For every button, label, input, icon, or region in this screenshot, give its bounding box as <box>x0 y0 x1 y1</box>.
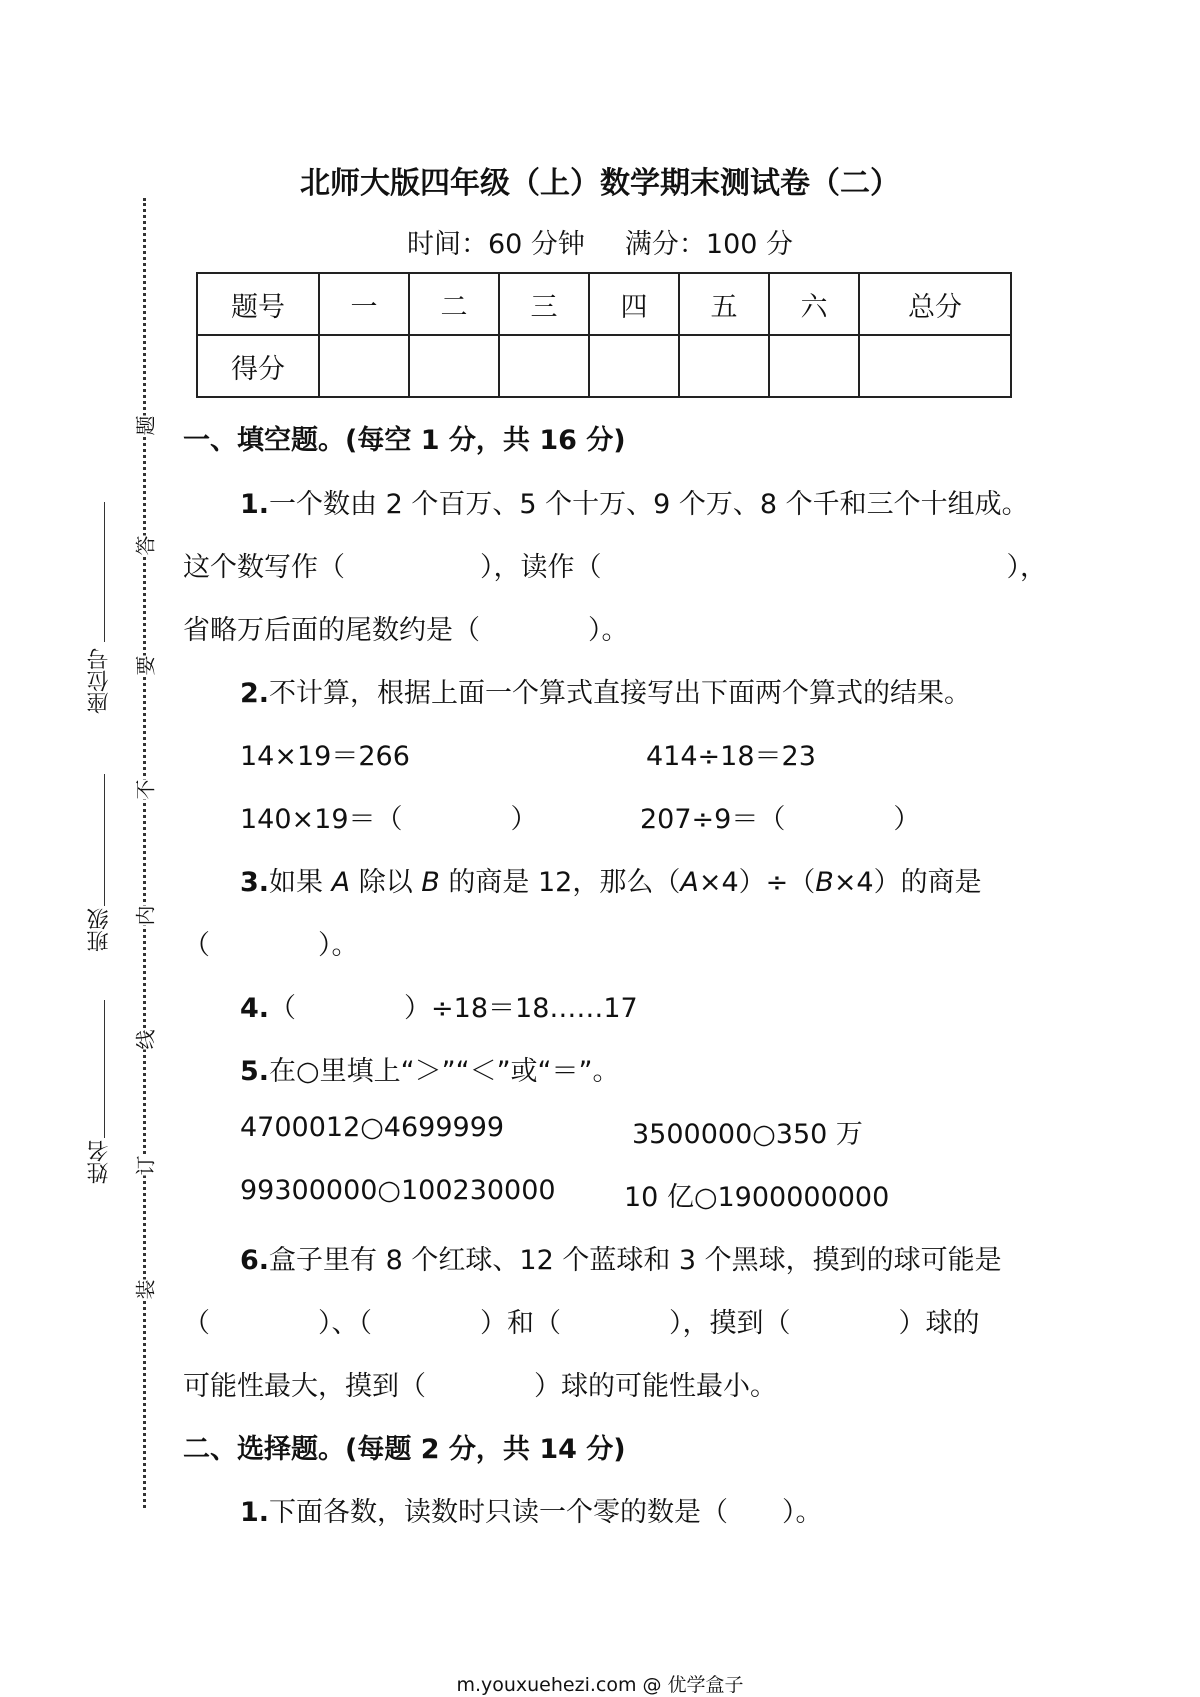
q-text: 如果 <box>269 867 332 898</box>
equation: 140×19＝（ ） <box>240 804 538 835</box>
compare-item: 99300000○100230000 <box>240 1175 556 1206</box>
q-number: 6. <box>240 1245 270 1276</box>
q-text: （ ）÷18＝18……17 <box>269 993 638 1024</box>
name-line <box>104 1000 105 1138</box>
score-cell[interactable] <box>859 335 1011 397</box>
q-text: 除以 <box>350 867 422 898</box>
header-cell: 二 <box>409 273 499 335</box>
q-text: 在○里填上“＞”“＜”或“＝”。 <box>269 1056 620 1087</box>
q-text: 盒子里有 8 个红球、12 个蓝球和 3 个黑球，摸到的球可能是 <box>269 1245 1002 1276</box>
compare-item: 3500000○350 万 <box>632 1119 863 1150</box>
q1-line3: 省略万后面的尾数约是（ ）。 <box>183 615 629 646</box>
exam-info <box>0 222 1200 261</box>
q2-line <box>240 671 971 710</box>
header-cell: 总分 <box>859 273 1011 335</box>
q-text: 一个数由 2 个百万、5 个十万、9 个万、8 个千和三个十组成。 <box>269 489 1029 520</box>
q-number: 2. <box>240 678 270 709</box>
score-table-header-row <box>197 273 1011 335</box>
var: B <box>421 867 440 898</box>
score-cell[interactable] <box>679 335 769 397</box>
seal-char: 订 <box>127 1156 162 1176</box>
seal-char: 不 <box>127 780 162 800</box>
q6-line3: 可能性最大，摸到（ ）球的可能性最小。 <box>183 1371 777 1402</box>
score-cell[interactable] <box>589 335 679 397</box>
row-label: 得分 <box>197 335 319 397</box>
seal-char: 线 <box>127 1030 162 1050</box>
var: A <box>331 867 351 898</box>
compare-item: 10 亿○1900000000 <box>624 1182 890 1213</box>
q4-line <box>240 986 638 1025</box>
q5-line <box>240 1049 620 1088</box>
name-label: 姓名 <box>87 1140 112 1184</box>
section1-heading: 一、填空题。(每空 1 分，共 16 分) <box>183 425 626 456</box>
page-title: 北师大版四年级（上）数学期末测试卷（二） <box>300 166 900 201</box>
header-cell: 三 <box>499 273 589 335</box>
q-number: 5. <box>240 1056 270 1087</box>
seal-char: 装 <box>127 1280 162 1300</box>
score-table-score-row <box>197 335 1011 397</box>
score-table <box>196 272 1012 398</box>
q-number: 3. <box>240 867 270 898</box>
full-score: 满分：100 分 <box>624 229 794 260</box>
q-text: ×4）的商是 <box>833 867 982 898</box>
equation: 14×19＝266 <box>240 741 410 772</box>
q6-line1 <box>240 1238 1002 1277</box>
seat-line <box>104 502 105 642</box>
q-text: ×4）÷（ <box>698 867 816 898</box>
seal-char: 内 <box>127 906 162 926</box>
time-limit: 时间：60 分钟 <box>406 229 585 260</box>
q-text: 不计算，根据上面一个算式直接写出下面两个算式的结果。 <box>269 678 972 709</box>
score-cell[interactable] <box>769 335 859 397</box>
header-cell: 题号 <box>197 273 319 335</box>
binding-dotted-line <box>143 198 146 1508</box>
header-cell: 六 <box>769 273 859 335</box>
score-cell[interactable] <box>499 335 589 397</box>
seat-label: 座位号 <box>87 648 112 714</box>
header-cell: 四 <box>589 273 679 335</box>
seal-char: 答 <box>127 536 162 556</box>
seal-char: 题 <box>127 416 162 436</box>
q6-line2: （ ）、（ ）和（ ），摸到（ ）球的 <box>183 1308 980 1339</box>
q3-line <box>240 860 982 899</box>
var: B <box>815 867 834 898</box>
equation: 414÷18＝23 <box>646 741 816 772</box>
class-line <box>104 774 105 906</box>
q1-line2: 这个数写作（ ），读作（ ）， <box>183 552 1047 583</box>
q-text: 的商是 12，那么（ <box>439 867 681 898</box>
score-cell[interactable] <box>409 335 499 397</box>
seal-char: 要 <box>127 656 162 676</box>
score-cell[interactable] <box>319 335 409 397</box>
s2-q1-line <box>240 1490 823 1529</box>
q1-line1 <box>240 482 1029 521</box>
footer-watermark: m.youxuehezi.com @ 优学盒子 <box>456 1674 744 1696</box>
q-number: 4. <box>240 993 270 1024</box>
header-cell: 五 <box>679 273 769 335</box>
compare-item: 4700012○4699999 <box>240 1112 505 1143</box>
q-number: 1. <box>240 1497 270 1528</box>
var: A <box>680 867 699 898</box>
equation: 207÷9＝（ ） <box>640 804 921 835</box>
section2-heading: 二、选择题。(每题 2 分，共 14 分) <box>183 1434 626 1465</box>
class-label: 班级 <box>87 908 112 952</box>
q-number: 1. <box>240 489 270 520</box>
q-text: 下面各数，读数时只读一个零的数是（ ）。 <box>269 1497 823 1528</box>
q3-line2: （ ）。 <box>183 930 359 961</box>
header-cell: 一 <box>319 273 409 335</box>
